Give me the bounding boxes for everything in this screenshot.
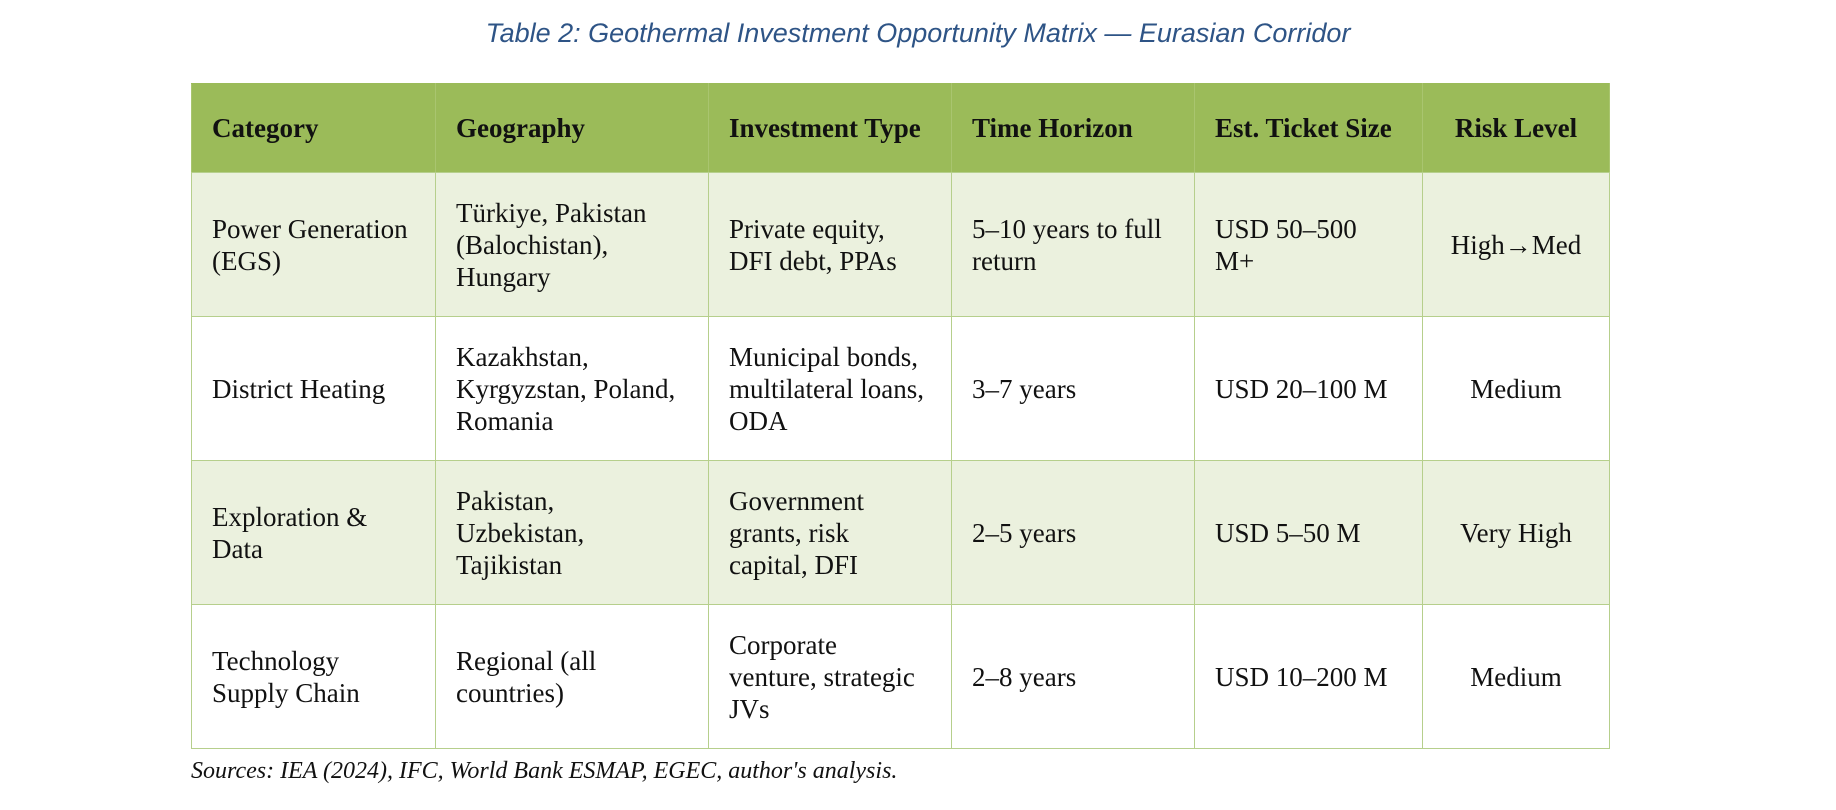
cell-investment-type: Government grants, risk capital, DFI <box>709 461 952 605</box>
table-caption: Table 2: Geothermal Investment Opportunity Matrix — Eurasian Corridor <box>485 18 1351 48</box>
table-row <box>192 173 1610 317</box>
cell-investment-type: Corporate venture, strategic JVs <box>709 605 952 749</box>
cell-category: Power Generation (EGS) <box>192 173 436 317</box>
cell-geography: Kazakhstan, Kyrgyzstan, Poland, Romania <box>436 317 709 461</box>
cell-risk-level: High→Med <box>1423 173 1610 317</box>
header-ticket-size: Est. Ticket Size <box>1195 84 1423 173</box>
cell-ticket-size: USD 10–200 M <box>1195 605 1423 749</box>
cell-time-horizon: 2–8 years <box>952 605 1195 749</box>
cell-ticket-size: USD 5–50 M <box>1195 461 1423 605</box>
cell-category: Technology Supply Chain <box>192 605 436 749</box>
table-row <box>192 461 1610 605</box>
cell-ticket-size: USD 20–100 M <box>1195 317 1423 461</box>
cell-risk-level: Medium <box>1423 317 1610 461</box>
cell-time-horizon: 2–5 years <box>952 461 1195 605</box>
cell-time-horizon: 5–10 years to full return <box>952 173 1195 317</box>
table-row <box>192 317 1610 461</box>
header-investment-type: Investment Type <box>709 84 952 173</box>
cell-investment-type: Private equity, DFI debt, PPAs <box>709 173 952 317</box>
cell-investment-type: Municipal bonds, multilateral loans, ODA <box>709 317 952 461</box>
source-note: Sources: IEA (2024), IFC, World Bank ESMAP, EGEC, author's analysis. <box>191 758 898 784</box>
cell-time-horizon: 3–7 years <box>952 317 1195 461</box>
investment-matrix-table <box>191 83 1610 749</box>
header-time-horizon: Time Horizon <box>952 84 1195 173</box>
table-row <box>192 605 1610 749</box>
table-header-row <box>192 84 1610 173</box>
cell-ticket-size: USD 50–500 M+ <box>1195 173 1423 317</box>
header-geography: Geography <box>436 84 709 173</box>
header-risk-level: Risk Level <box>1423 84 1610 173</box>
cell-geography: Türkiye, Pakistan (Balochistan), Hungary <box>436 173 709 317</box>
cell-category: District Heating <box>192 317 436 461</box>
header-category: Category <box>192 84 436 173</box>
cell-geography: Pakistan, Uzbekistan, Tajikistan <box>436 461 709 605</box>
cell-category: Exploration & Data <box>192 461 436 605</box>
cell-risk-level: Very High <box>1423 461 1610 605</box>
cell-geography: Regional (all countries) <box>436 605 709 749</box>
cell-risk-level: Medium <box>1423 605 1610 749</box>
